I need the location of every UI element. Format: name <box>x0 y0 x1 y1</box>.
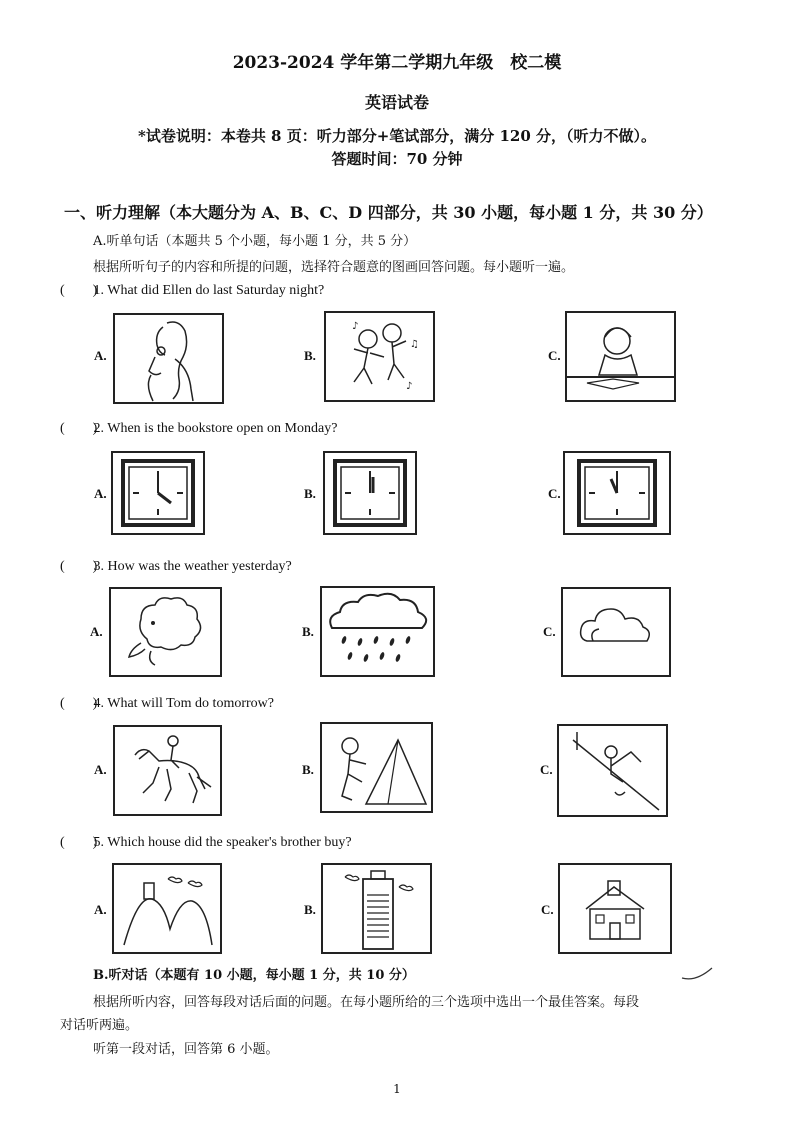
picture-fishing <box>557 724 668 817</box>
clock-eleven-oclock <box>563 451 671 535</box>
part-b-q6-instruction: 听第一段对话，回答第 6 小题。 <box>93 1042 279 1057</box>
exam-note: *试卷说明：本卷共 8 页：听力部分+笔试部分，满分 120 分，（听力不做）。 <box>137 127 657 145</box>
question-5 <box>60 831 352 851</box>
question-text: 4. What will Tom do tomorrow? <box>93 696 274 711</box>
option-label-a: A. <box>94 762 107 777</box>
part-a-instruction: 根据所听句子的内容和所提的问题，选择符合题意的图画回答问题。每小题听一遍。 <box>93 260 575 275</box>
clock-four-oclock <box>111 451 205 535</box>
picture-windy <box>109 587 222 677</box>
page-number: 1 <box>393 1082 401 1096</box>
question-text: 3. How was the weather yesterday? <box>93 559 292 574</box>
clock-twelve-oclock <box>323 451 417 535</box>
option-label-a: A. <box>90 624 103 639</box>
option-label-c: C. <box>543 624 556 639</box>
question-2 <box>60 417 337 437</box>
option-label-b: B. <box>304 348 316 363</box>
answer-blank[interactable]: ( ) <box>60 559 98 574</box>
option-label-b: B. <box>304 486 316 501</box>
picture-horse-riding <box>113 725 222 816</box>
question-text: 2. When is the bookstore open on Monday? <box>93 421 338 436</box>
pen-mark <box>680 962 720 982</box>
question-4 <box>60 692 274 712</box>
svg-text:♪: ♪ <box>352 321 359 332</box>
part-b-instruction-cont: 对话听两遍。 <box>60 1018 139 1033</box>
svg-text:♫: ♫ <box>410 339 419 350</box>
part-b-instruction: 根据所听内容，回答每段对话后面的问题。在每小题所给的三个选项中选出一个最佳答案。每段 <box>93 995 640 1010</box>
svg-text:♪: ♪ <box>406 381 413 392</box>
answer-blank[interactable]: ( ) <box>60 696 98 711</box>
option-label-a: A. <box>94 348 107 363</box>
picture-camping-tent <box>320 722 433 813</box>
exam-time: 答题时间：70 分钟 <box>331 150 463 168</box>
option-label-c: C. <box>540 762 553 777</box>
answer-blank[interactable]: ( ) <box>60 421 98 436</box>
option-label-b: B. <box>302 624 314 639</box>
picture-rainy <box>320 586 435 677</box>
section-heading: 一、听力理解（本大题分为 A、B、C、D 四部分，共 30 小题，每小题 1 分，共 30 分） <box>64 203 713 222</box>
picture-mountain-house <box>112 863 222 954</box>
part-b-heading: B.听对话（本题有 10 小题，每小题 1 分，共 10 分） <box>93 968 415 983</box>
question-text: 1. What did Ellen do last Saturday night? <box>93 283 325 298</box>
question-3 <box>60 555 292 575</box>
option-label-b: B. <box>302 762 314 777</box>
picture-reading-girl <box>565 311 676 402</box>
option-label-b: B. <box>304 902 316 917</box>
picture-dancing-kids <box>324 311 435 402</box>
answer-blank[interactable]: ( ) <box>60 283 98 298</box>
picture-singing-girl <box>113 313 224 404</box>
option-label-c: C. <box>548 486 561 501</box>
option-label-c: C. <box>541 902 554 917</box>
exam-subject: 英语试卷 <box>364 93 429 112</box>
picture-school-house <box>558 863 672 954</box>
exam-title: 2023-2024 学年第二学期九年级 校二模 <box>232 53 562 73</box>
option-label-a: A. <box>94 902 107 917</box>
option-label-a: A. <box>94 486 107 501</box>
picture-tall-building <box>321 863 432 954</box>
option-label-c: C. <box>548 348 561 363</box>
picture-cloudy <box>561 587 671 677</box>
question-1 <box>60 279 324 299</box>
question-text: 5. Which house did the speaker's brother buy? <box>93 835 352 850</box>
part-a-heading: A.听单句话（本题共 5 个小题，每小题 1 分，共 5 分） <box>93 234 417 249</box>
answer-blank[interactable]: ( ) <box>60 835 98 850</box>
